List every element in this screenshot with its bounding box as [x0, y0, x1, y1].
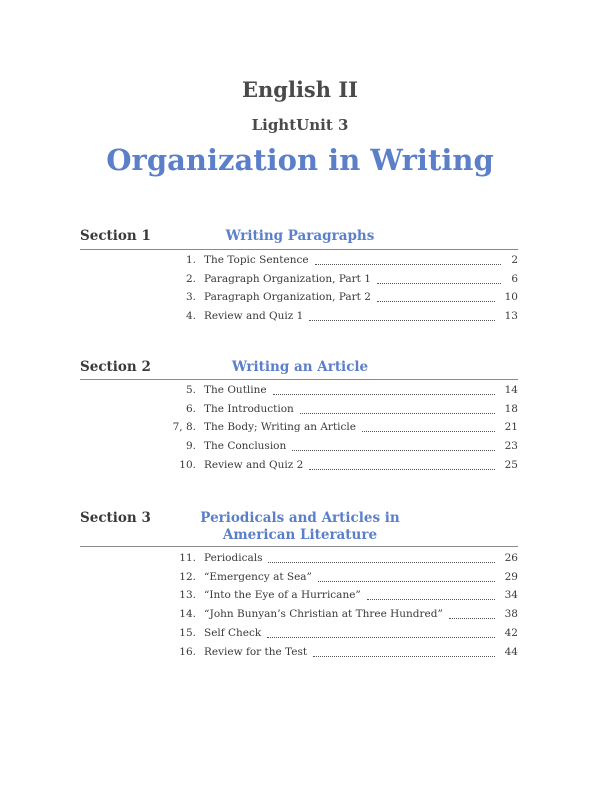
dot-leader	[268, 561, 495, 563]
lesson-title: Self Check	[204, 626, 262, 639]
page-number: 38	[504, 608, 518, 621]
lesson-number: 7, 8.	[172, 421, 196, 434]
list-item	[80, 645, 518, 660]
lesson-number: 5.	[185, 384, 196, 396]
lesson-number: 3.	[185, 291, 196, 304]
dot-leader	[292, 449, 495, 451]
lesson-number: 13.	[179, 589, 196, 602]
dot-leader	[313, 655, 495, 657]
lesson-title: “John Bunyan’s Christian at Three Hundred”	[204, 608, 443, 621]
section-label: Section 2	[80, 359, 151, 375]
lesson-number: 1.	[185, 254, 196, 266]
lesson-number: 6.	[185, 402, 196, 415]
lesson-title: The Conclusion	[204, 440, 287, 453]
section-heading-line: Writing Paragraphs	[225, 228, 375, 244]
list-item	[80, 626, 518, 641]
lesson-title: Paragraph Organization, Part 2	[204, 291, 371, 304]
lesson-title: The Topic Sentence	[204, 254, 309, 266]
list-item	[80, 383, 518, 398]
dot-leader	[318, 580, 495, 582]
lesson-title: Review and Quiz 2	[204, 458, 304, 471]
page-number: 2	[511, 254, 518, 266]
list-item	[80, 458, 518, 473]
section-heading	[200, 228, 400, 245]
dot-leader	[362, 430, 495, 432]
lesson-number: 16.	[179, 645, 196, 658]
list-item	[80, 420, 518, 435]
list-item	[80, 253, 518, 268]
lesson-number: 14.	[179, 608, 196, 621]
list-item	[80, 272, 518, 287]
page-number: 42	[504, 626, 518, 639]
list-item	[80, 551, 518, 566]
page-number: 14	[504, 384, 518, 396]
dot-leader	[377, 282, 501, 284]
page-number: 44	[504, 645, 518, 658]
page-number: 25	[504, 458, 518, 471]
list-item	[80, 570, 518, 585]
section-label: Section 3	[80, 510, 151, 526]
course-title: English II	[242, 77, 358, 102]
dot-leader	[267, 636, 495, 638]
lesson-title: Review and Quiz 1	[204, 310, 304, 323]
lesson-number: 11.	[179, 552, 196, 564]
section-divider	[80, 379, 518, 380]
page-number: 26	[504, 552, 518, 564]
list-item	[80, 309, 518, 324]
section-heading-line: Periodicals and Articles in	[200, 510, 400, 526]
page-number: 23	[504, 440, 518, 453]
lesson-number: 2.	[185, 272, 196, 285]
list-item	[80, 607, 518, 622]
lesson-title: Paragraph Organization, Part 1	[204, 272, 371, 285]
dot-leader	[449, 617, 495, 619]
lesson-title: “Emergency at Sea”	[204, 570, 312, 583]
lesson-number: 9.	[185, 440, 196, 453]
list-item	[80, 402, 518, 417]
list-item	[80, 290, 518, 305]
lesson-title: “Into the Eye of a Hurricane”	[204, 589, 361, 602]
dot-leader	[315, 263, 501, 265]
dot-leader	[300, 412, 495, 414]
lesson-title: The Introduction	[204, 402, 294, 415]
lesson-number: 12.	[179, 570, 196, 583]
dot-leader	[377, 300, 495, 302]
dot-leader	[309, 468, 495, 470]
page-number: 18	[504, 402, 518, 415]
page-number: 34	[504, 589, 518, 602]
dot-leader	[273, 393, 495, 395]
section-heading	[200, 359, 400, 376]
lesson-number: 15.	[179, 626, 196, 639]
section-heading	[200, 510, 400, 544]
section-heading-line: Writing an Article	[231, 359, 369, 375]
page-number: 6	[511, 272, 518, 285]
lesson-title: Review for the Test	[204, 645, 308, 658]
page-number: 10	[504, 291, 518, 304]
lesson-title: Periodicals	[204, 552, 263, 564]
page-number: 21	[504, 421, 518, 434]
section-label: Section 1	[80, 228, 151, 244]
list-item	[80, 439, 518, 454]
page-number: 13	[504, 310, 518, 323]
list-item	[80, 588, 518, 603]
lesson-title: The Body; Writing an Article	[204, 421, 356, 434]
dot-leader	[309, 319, 495, 321]
lesson-number: 4.	[185, 310, 196, 323]
page-number: 29	[504, 570, 518, 583]
lesson-number: 10.	[179, 458, 196, 471]
section-divider	[80, 249, 518, 250]
unit-title: LightUnit 3	[251, 116, 349, 134]
page-title: Organization in Writing	[106, 143, 494, 177]
section-heading-line: American Literature	[222, 527, 378, 543]
lesson-title: The Outline	[204, 384, 267, 396]
section-divider	[80, 546, 518, 547]
dot-leader	[367, 598, 495, 600]
